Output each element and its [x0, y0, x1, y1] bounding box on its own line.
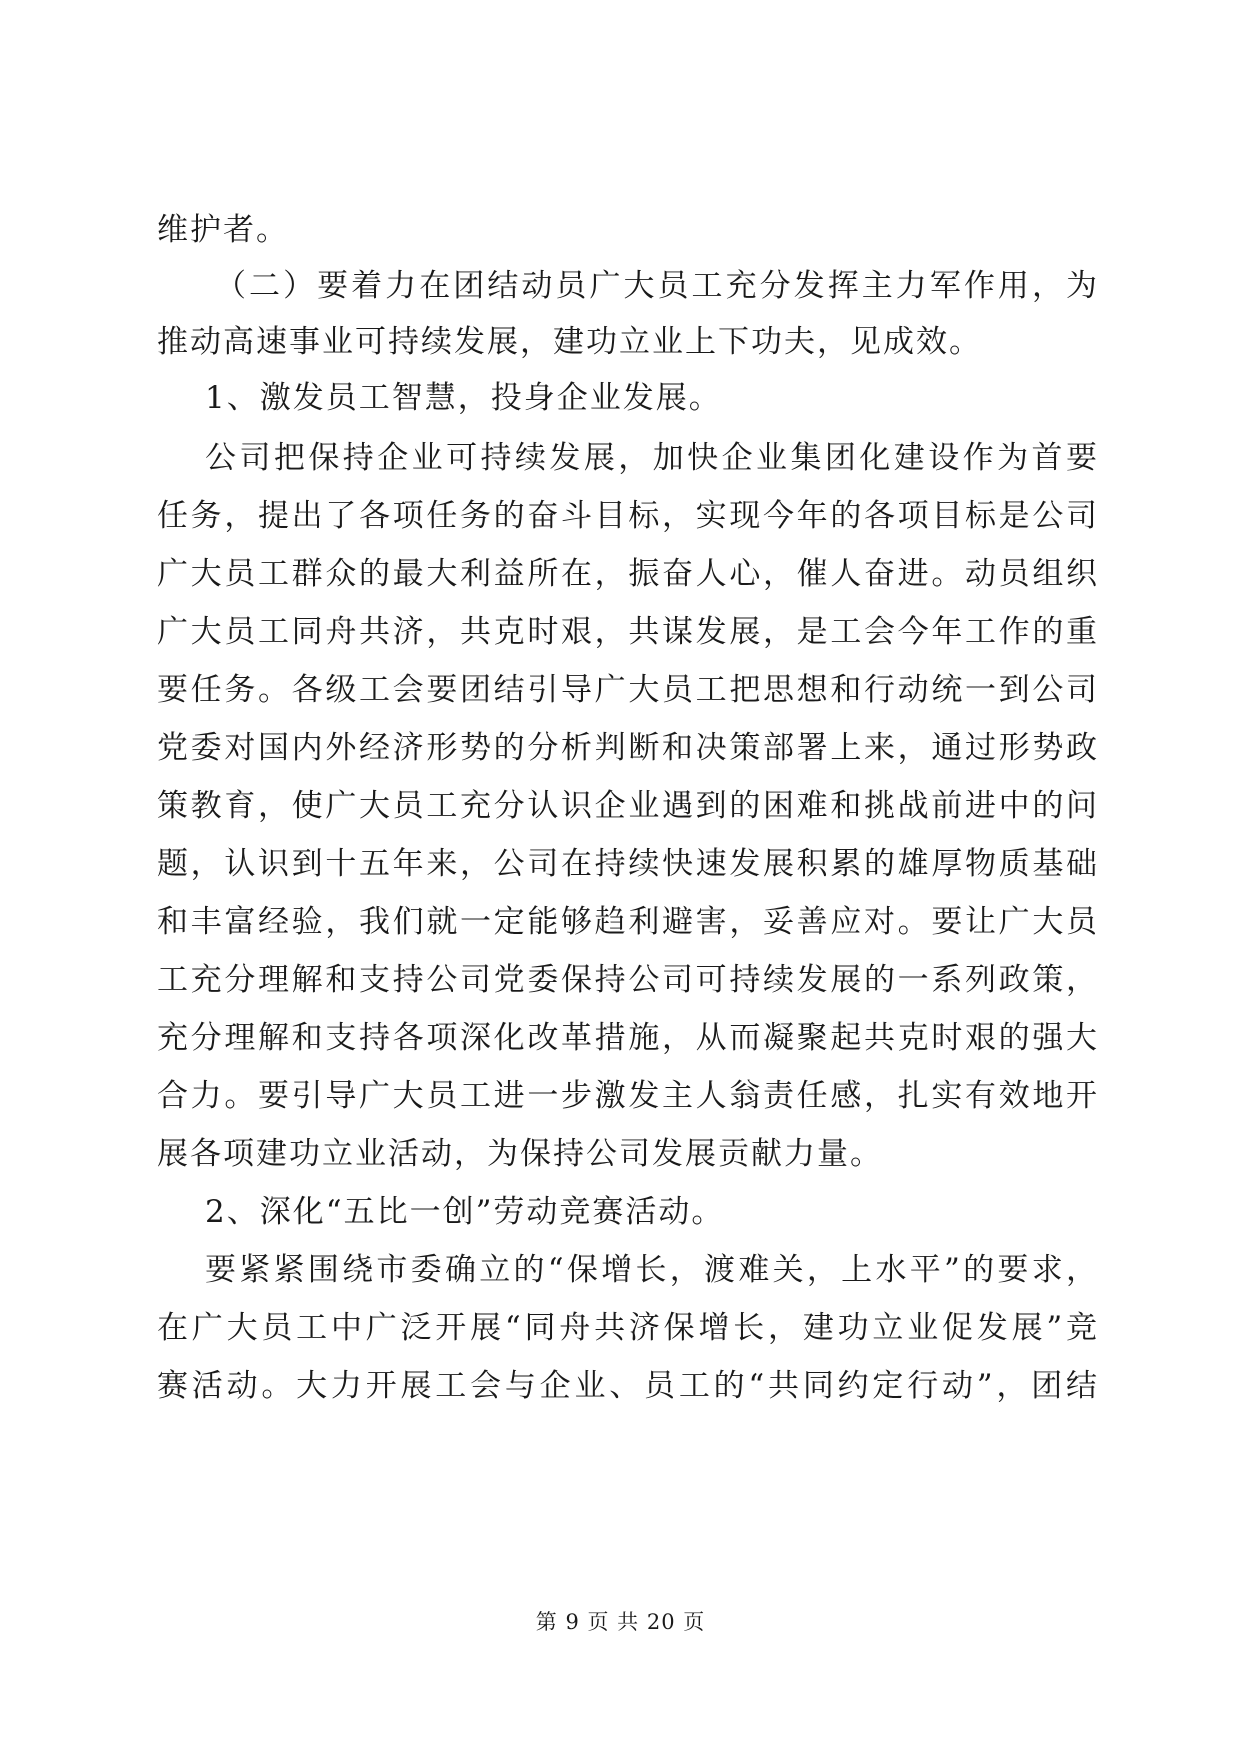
text-line: 广大员工群众的最大利益所在，振奋人心，催人奋进。动员组织	[157, 556, 1097, 592]
text-line: 要任务。各级工会要团结引导广大员工把思想和行动统一到公司	[157, 672, 1097, 708]
text-line: 任务，提出了各项任务的奋斗目标，实现今年的各项目标是公司	[157, 498, 1097, 534]
section-heading: 2、深化“五比一创”劳动竞赛活动。	[205, 1194, 725, 1230]
text-line: 工充分理解和支持公司党委保持公司可持续发展的一系列政策，	[157, 962, 1097, 998]
text-line: 和丰富经验，我们就一定能够趋利避害，妥善应对。要让广大员	[157, 904, 1097, 940]
text-line: 广大员工同舟共济，共克时艰，共谋发展，是工会今年工作的重	[157, 614, 1097, 650]
text-line: 党委对国内外经济形势的分析判断和决策部署上来，通过形势政	[157, 730, 1097, 766]
page-number: 第 9 页 共 20 页	[535, 1610, 706, 1634]
section-heading: 1、激发员工智慧，投身企业发展。	[205, 380, 722, 416]
text-line: 公司把保持企业可持续发展，加快企业集团化建设作为首要	[205, 440, 1097, 476]
text-line: 题，认识到十五年来，公司在持续快速发展积累的雄厚物质基础	[157, 846, 1097, 882]
text-line: 策教育，使广大员工充分认识企业遇到的困难和挑战前进中的问	[157, 788, 1097, 824]
text-line: 展各项建功立业活动，为保持公司发展贡献力量。	[157, 1136, 883, 1172]
text-line: 赛活动。大力开展工会与企业、员工的“共同约定行动”，团结	[157, 1368, 1097, 1404]
text-line: 推动高速事业可持续发展，建功立业上下功夫，见成效。	[157, 324, 982, 360]
text-line: 充分理解和支持各项深化改革措施，从而凝聚起共克时艰的强大	[157, 1020, 1097, 1056]
text-line: 维护者。	[157, 212, 289, 248]
text-line: 在广大员工中广泛开展“同舟共济保增长，建功立业促发展”竞	[157, 1310, 1097, 1346]
text-line: （二）要着力在团结动员广大员工充分发挥主力军作用，为	[215, 268, 1097, 304]
text-line: 合力。要引导广大员工进一步激发主人翁责任感，扎实有效地开	[157, 1078, 1097, 1114]
text-line: 要紧紧围绕市委确立的“保增长，渡难关，上水平”的要求，	[205, 1252, 1097, 1288]
